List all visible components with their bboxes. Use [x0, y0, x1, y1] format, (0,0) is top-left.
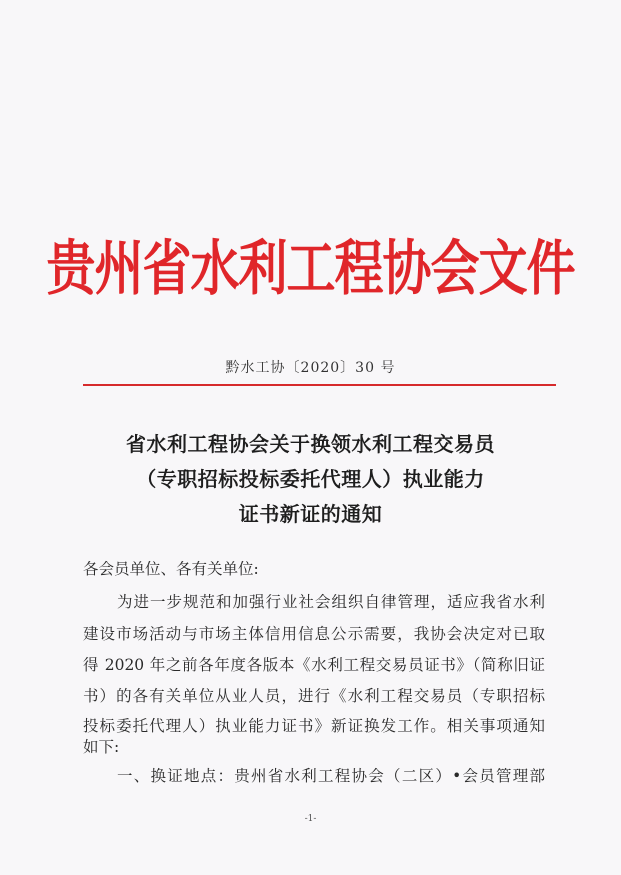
body-line-2: 建设市场活动与市场主体信用信息公示需要，我协会决定对已取	[83, 625, 545, 643]
document-number: 黔水工协〔2020〕30 号	[225, 360, 396, 376]
body-line-6: 如下:	[83, 738, 120, 756]
page-number: -1-	[304, 814, 317, 824]
body-line-4: 书）的各有关单位从业人员，进行《水利工程交易员（专职招标	[83, 687, 545, 705]
red-divider	[83, 384, 556, 386]
notice-title-line-3: 证书新证的通知	[238, 502, 383, 526]
body-line-1: 为进一步规范和加强行业社会组织自律管理，适应我省水利	[117, 593, 545, 611]
notice-title-line-1: 省水利工程协会关于换领水利工程交易员	[126, 432, 495, 456]
salutation: 各会员单位、各有关单位:	[83, 560, 259, 578]
body-line-7: 一、换证地点：贵州省水利工程协会（二区）•会员管理部	[117, 767, 545, 785]
body-line-3: 得 2020 年之前各年度各版本《水利工程交易员证书》（简称旧证	[83, 656, 545, 674]
document-header-title: 贵州省水利工程协会文件	[46, 234, 575, 304]
notice-title-line-2: （专职招标投标委托代理人）执业能力	[136, 467, 485, 491]
body-line-5: 投标委托代理人）执业能力证书》新证换发工作。相关事项通知	[83, 717, 545, 735]
